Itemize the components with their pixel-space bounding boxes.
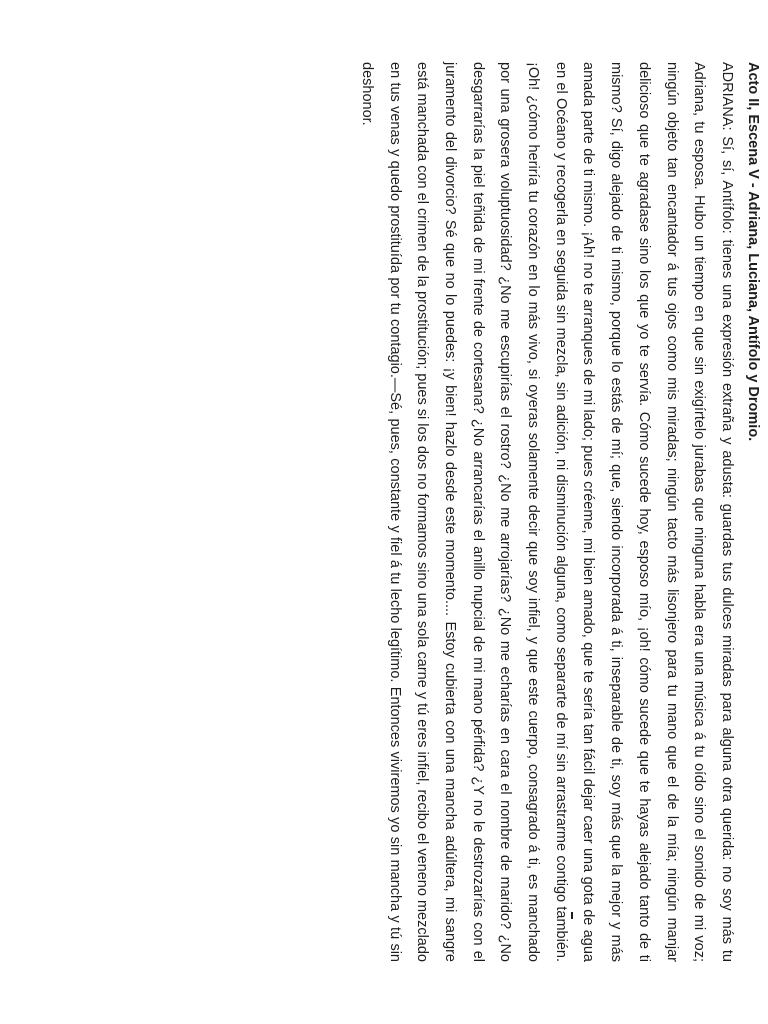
page-mark: [571, 912, 573, 919]
rotated-text-block: [74, 62, 764, 962]
scene-heading: Acto II, Escena V - Adriana, Luciana, Antífolo y Dromio.: [745, 62, 761, 442]
scene-body-text: ADRIANA: Sí, sí, Antífolo: tienes una expresión extraña y adusta: guardas tus dulces miradas para alguna otra querida: no soy más tu Adriana, tu esposa. Hubo un tiempo en que sin exigírtelo jurabas que ninguna habla era una música á tu oído sino el sonido de mi voz; ningún objeto tan encantador á tus ojos como mis miradas; ningún tacto más lisonjero para tu mano que el de la mía; ningún manjar delicioso que te agradase sino los que yo te servía. Cómo sucede hoy, esposo mío, ¡oh! cómo sucede que te hayas alejado tanto de ti mismo? Sí, digo alejado de ti mismo, porque lo estás de mí; que, siendo incorporada á ti, inseparable de ti, soy más que la mejor y más amada parte de ti mismo. ¡Ah! no te arranques de mi lado; pues créeme, mi bien amado, que te sería tan fácil dejar caer una gota de agua en el Océano y recogerla en seguida sin mezcla, sin adición, ni disminución alguna, como separarte de mí sin arrastrarme contigo también. ¡Oh! ¿cómo heriría tu corazón en lo más vivo, si oyeras solamente decir que soy infiel, y que este cuerpo, consagrado á ti, es manchado por una grosera voluptuosidad? ¿No me escupirías el rostro? ¿No me arrojarías? ¿No me echarías en cara el nombre de marido? ¿No desgarrarías la piel teñida de mi frente de cortesana? ¿No arrancarías el anillo nupcial de mi mano pérfida? ¿Y no le destrozarías con el juramento del divorcio? Sé que no lo puedes: ¡y bien! hazlo desde este momento.... Estoy cubierta con una mancha adúltera, mi sangre está manchada con el crimen de la prostitución; pues si los dos no formamos sino una sola carne y tú eres infiel, recibo el veneno mezclado en tus venas y quedo prostituída por tu contagio.—Sé, pues, constante y fiel á tu lecho legítimo. Entonces viviremos yo sin mancha y tú sin deshonor.: [358, 62, 735, 962]
